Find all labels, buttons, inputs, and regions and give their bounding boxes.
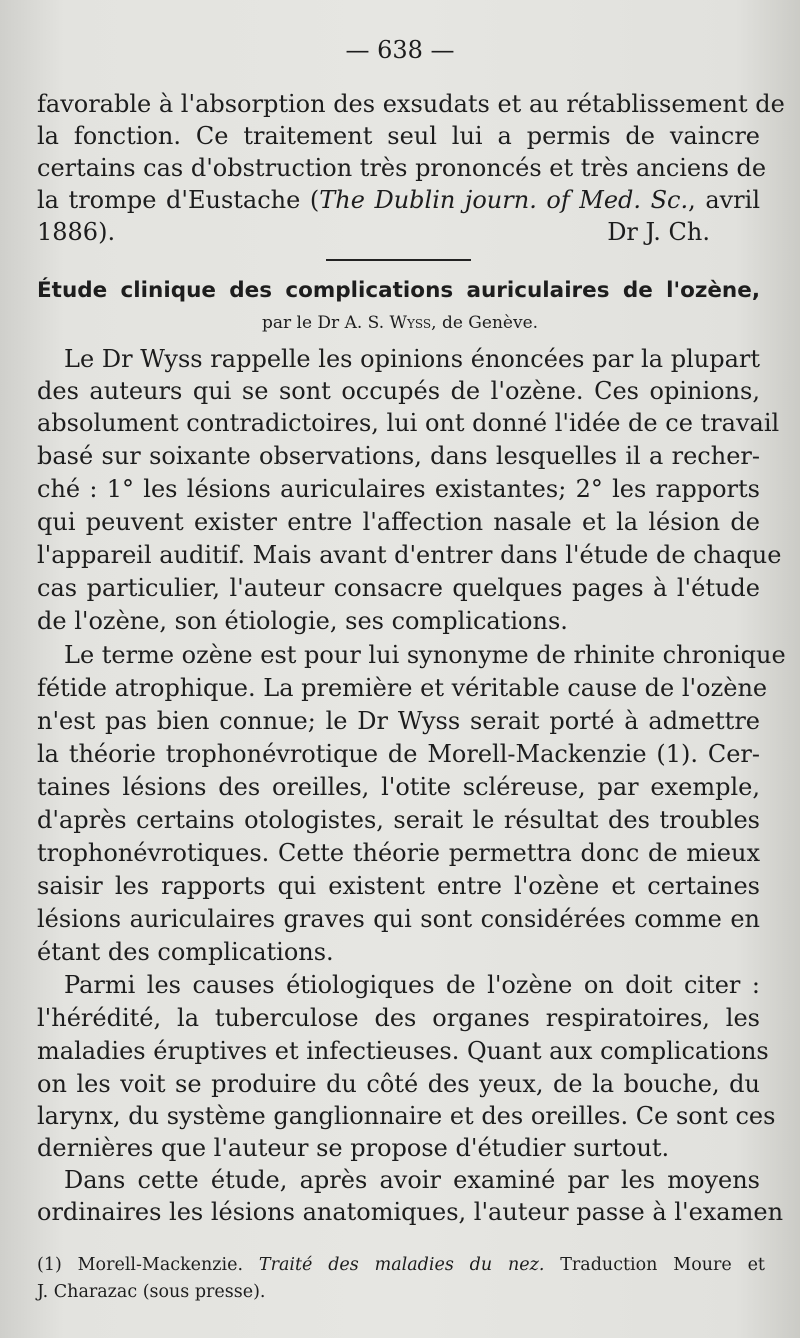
footnote-book-title: Traité des maladies du nez. [258, 1255, 545, 1275]
author-name: Wyss [389, 313, 432, 333]
footnote-line [37, 1252, 765, 1278]
text-line: étant des complications. [37, 938, 334, 966]
text-line: l'appareil auditif. Mais avant d'entrer dans l'étude de chaque [37, 541, 782, 569]
text-line: certains cas d'obstruction très prononcés et très anciens de [37, 154, 767, 182]
signature: Dr J. Ch. [607, 218, 710, 246]
text-line: ordinaires les lésions anatomiques, l'auteur passe à l'examen [37, 1198, 784, 1226]
text-line: maladies éruptives et infectieuses. Quant aux complications [37, 1037, 769, 1065]
text-line: dernières que l'auteur se propose d'étudier surtout. [37, 1134, 670, 1162]
text-line-citation [37, 184, 760, 216]
text-line: favorable à l'absorption des exsudats et au rétablissement de [37, 90, 785, 118]
text-line: trophonévrotiques. Cette théorie permettra donc de mieux [37, 839, 760, 867]
footnote-line: J. Charazac (sous presse). [37, 1282, 266, 1302]
text-line: fétide atrophique. La première et véritable cause de l'ozène [37, 674, 768, 702]
footnote-suffix: Traduction Moure et [560, 1255, 765, 1275]
text-line-year: 1886). [37, 218, 116, 246]
text-line: lésions auriculaires graves qui sont considérées comme en [37, 905, 760, 933]
separator-rule [326, 259, 471, 261]
text-line: la fonction. Ce traitement seul lui a permis de vaincre [37, 122, 760, 150]
text-line: absolument contradictoires, lui ont donné l'idée de ce travail [37, 409, 780, 437]
text-line: larynx, du système ganglionnaire et des oreilles. Ce sont ces [37, 1102, 776, 1130]
text-line: d'après certains otologistes, serait le résultat des troubles [37, 806, 760, 834]
byline-suffix: , de Genève. [431, 313, 539, 333]
text-line: on les voit se produire du côté des yeux, de la bouche, du [37, 1070, 760, 1098]
text-line: de l'ozène, son étiologie, ses complications. [37, 607, 568, 635]
text-line: la théorie trophonévrotique de Morell-Mackenzie (1). Cer- [37, 740, 760, 768]
footnote-prefix: (1) Morell-Mackenzie. [37, 1255, 244, 1275]
citation-text-end: , avril [688, 186, 761, 214]
text-line: des auteurs qui se sont occupés de l'ozène. Ces opinions, [37, 377, 760, 405]
citation-text: la trompe d'Eustache ( [37, 186, 320, 214]
text-line: ché : 1° les lésions auriculaires existantes; 2° les rapports [37, 475, 760, 503]
page-number: — 638 — [345, 36, 455, 64]
text-line: Parmi les causes étiologiques de l'ozène on doit citer : [64, 971, 760, 999]
text-line: taines lésions des oreilles, l'otite scléreuse, par exemple, [37, 773, 760, 801]
text-line: n'est pas bien connue; le Dr Wyss serait porté à admettre [37, 707, 760, 735]
text-line: cas particulier, l'auteur consacre quelques pages à l'étude [37, 574, 760, 602]
article-byline [0, 311, 800, 335]
text-line: basé sur soixante observations, dans lesquelles il a recher- [37, 442, 760, 470]
text-line: Le Dr Wyss rappelle les opinions énoncées par la plupart [64, 345, 760, 373]
text-line: l'hérédité, la tuberculose des organes respiratoires, les [37, 1004, 760, 1032]
text-line: Dans cette étude, après avoir examiné par les moyens [64, 1166, 760, 1194]
byline-prefix: par le Dr A. S. [261, 313, 385, 333]
text-line: saisir les rapports qui existent entre l'ozène et certaines [37, 872, 760, 900]
text-line: qui peuvent exister entre l'affection nasale et la lésion de [37, 508, 760, 536]
journal-title: The Dublin journ. of Med. Sc. [319, 186, 689, 214]
article-title: Étude clinique des complications auriculaires de l'ozène, [37, 278, 760, 303]
text-line: Le terme ozène est pour lui synonyme de rhinite chronique [64, 641, 786, 669]
